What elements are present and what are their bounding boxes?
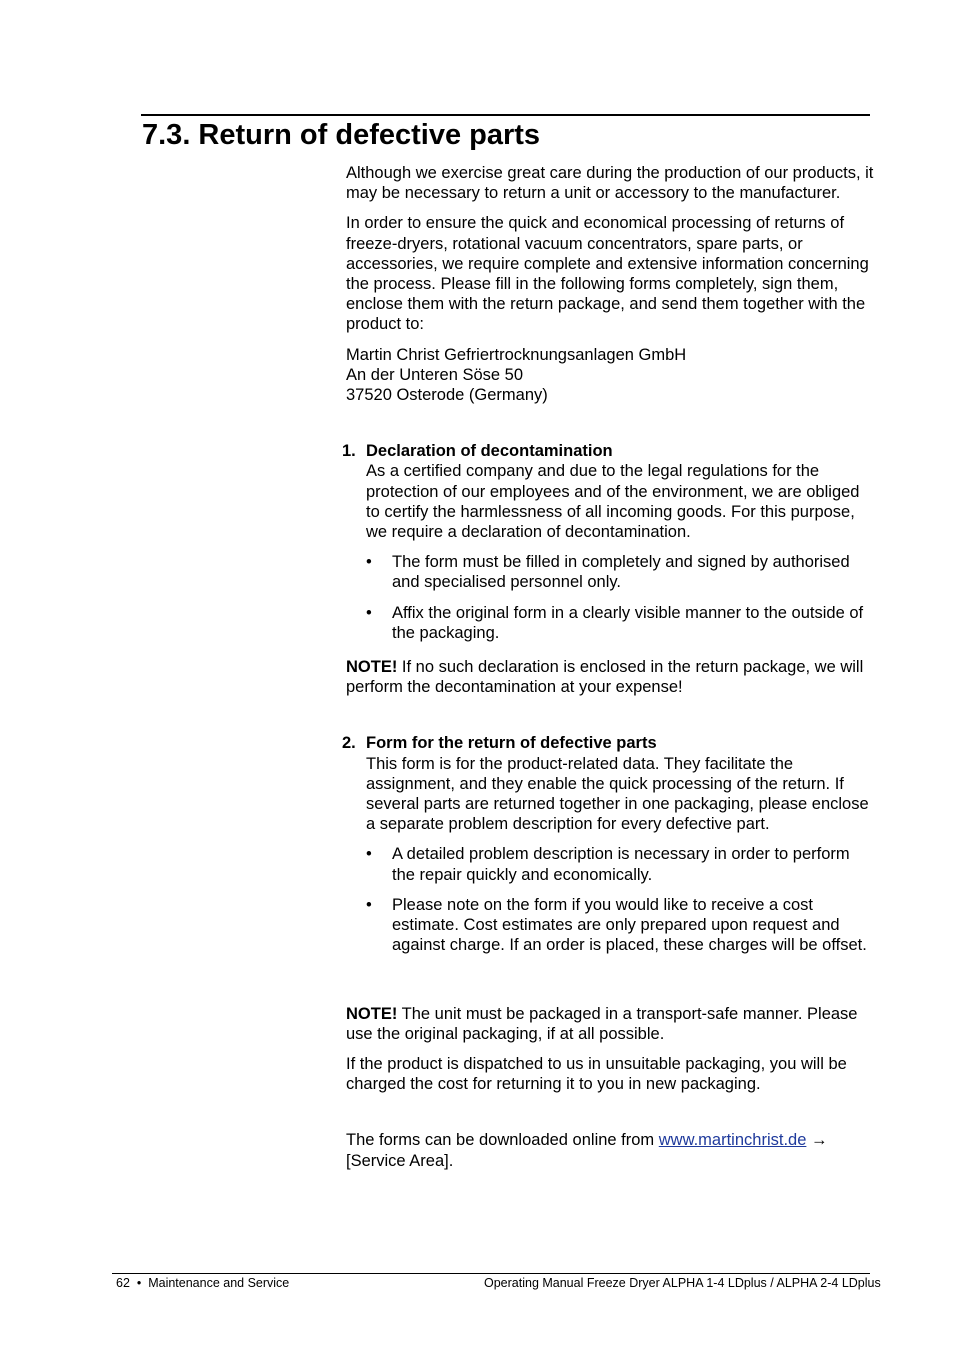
download-paragraph xyxy=(346,1130,876,1170)
note-text: The unit must be packaged in a transport-safe manner. Please use the original packaging, if at all possible. xyxy=(346,1004,858,1043)
note-text: If no such declaration is enclosed in the return package, we will perform the decontamination at your expense! xyxy=(346,658,864,697)
list-item-body: As a certified company and due to the legal regulations for the protection of our employees and of the environment, we are obliged to certify the harmlessness of all incoming goods. For this purpose, we require a declaration of decontamination. xyxy=(366,462,860,542)
list-item-number: 2. xyxy=(342,734,356,753)
bullet-icon: • xyxy=(366,553,372,572)
address-line-1: Martin Christ Gefriertrocknungsanlagen GmbH xyxy=(346,345,687,364)
bullet-item: • The form must be filled in completely and signed by authorised and specialised personnel only. xyxy=(366,553,850,592)
bullet-list xyxy=(366,552,876,643)
bullet-item: • Please note on the form if you would like to receive a cost estimate. Cost estimates are only prepared upon request and against charge. If an order is placed, these charges will be offset. xyxy=(366,895,867,955)
list-item-return-form xyxy=(342,733,876,955)
intro-paragraph-1: Although we exercise great care during the production of our products, it may be necessary to return a unit or accessory to the manufacturer. xyxy=(346,164,874,203)
packaging-note xyxy=(346,1004,876,1044)
website-link[interactable]: www.martinchrist.de xyxy=(658,1131,807,1150)
bullet-item: • Affix the original form in a clearly visible manner to the outside of the packaging. xyxy=(366,603,864,642)
footer-rule xyxy=(112,1273,870,1274)
list-item-heading: Form for the return of defective parts xyxy=(366,734,657,753)
bullet-icon: • xyxy=(366,895,372,914)
bullet-item: • A detailed problem description is necessary in order to perform the repair quickly and economically. xyxy=(366,845,850,884)
bullet-icon: • xyxy=(366,845,372,864)
manufacturer-address xyxy=(346,345,876,406)
main-content xyxy=(342,163,876,1181)
bullet-icon: • xyxy=(366,603,372,622)
note-label: NOTE! xyxy=(346,1004,398,1023)
arrow-icon: → xyxy=(806,1131,828,1150)
address-line-3: 37520 Osterode (Germany) xyxy=(346,386,548,405)
download-prefix: The forms can be downloaded online from xyxy=(346,1131,659,1150)
intro-paragraph-2: In order to ensure the quick and economical processing of returns of freeze-dryers, rotational vacuum concentrators, spare parts, or accessories, we require complete and extensive information concerning the process. Please fill in the following forms completely, sign them, enclose them with the return package, and send them together with the product to: xyxy=(346,214,869,334)
footer-left xyxy=(116,1276,289,1290)
list-item-body: This form is for the product-related data. They facilitate the assignment, and they enable the quick processing of the return. If several parts are returned together in one packaging, please enclose a separate problem description for every defective part. xyxy=(366,754,869,834)
list-item-declaration xyxy=(342,441,876,643)
service-area-text: [Service Area]. xyxy=(346,1151,454,1170)
decontamination-note xyxy=(346,657,876,697)
page-number: 62 xyxy=(116,1276,130,1290)
packaging-cost-paragraph: If the product is dispatched to us in unsuitable packaging, you will be charged the cost for returning it to you in new packaging. xyxy=(346,1054,847,1094)
footer-bullet-icon: • xyxy=(136,1276,142,1290)
list-item-number: 1. xyxy=(342,442,356,461)
note-label: NOTE! xyxy=(346,658,398,677)
address-line-2: An der Unteren Söse 50 xyxy=(346,365,524,384)
list-item-heading: Declaration of decontamination xyxy=(366,442,613,461)
section-title: 7.3. Return of defective parts xyxy=(142,119,541,151)
bullet-list xyxy=(366,844,876,955)
footer-manual-title: Operating Manual Freeze Dryer ALPHA 1-4 LDplus / ALPHA 2-4 LDplus xyxy=(484,1276,881,1290)
chapter-name: Maintenance and Service xyxy=(148,1276,290,1290)
